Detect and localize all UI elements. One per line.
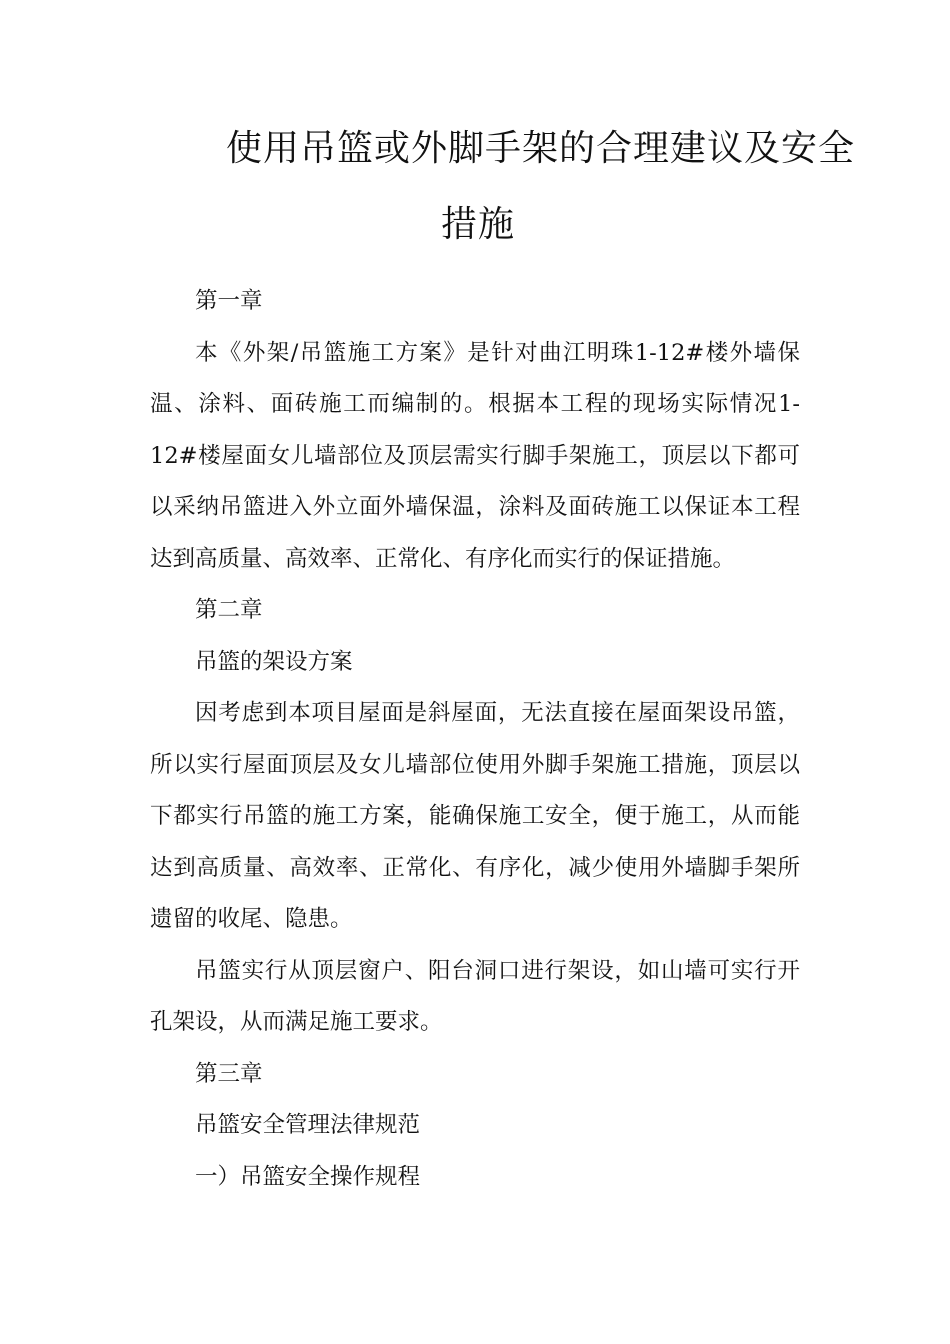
chapter-heading-3: 第三章: [195, 1060, 263, 1087]
section-heading: 吊篮的架设方案: [195, 648, 353, 675]
body-paragraph: 因考虑到本项目屋面是斜屋面，无法直接在屋面架设吊篮，所以实行屋面顶层及女儿墙部位使用外脚手架施工措施，顶层以下都实行吊篮的施工方案，能确保施工安全，便于施工，从而能达到高质量、高效率、正常化、有序化，减少使用外墙脚手架所遗留的收尾、隐患。: [150, 700, 800, 932]
section-heading: 吊篮安全管理法律规范: [195, 1112, 421, 1138]
document-body: [150, 276, 800, 1203]
body-paragraph: 本《外架/吊篮施工方案》是针对曲江明珠1-12#楼外墙保温、涂料、面砖施工而编制的。根据本工程的现场实际情况1-12#楼屋面女儿墙部位及顶层需实行脚手架施工，顶层以下都可以采纳吊篮进入外立面外墙保温，涂料及面砖施工以保证本工程达到高质量、高效率、正常化、有序化而实行的保证措施。: [150, 339, 800, 572]
document-title-line-1: 使用吊篮或外脚手架的合理建议及安全: [226, 128, 856, 169]
document-title-line-2: 措施: [441, 204, 516, 245]
subsection-heading: 一）吊篮安全操作规程: [195, 1163, 421, 1190]
chapter-heading-1: 第一章: [195, 288, 263, 314]
chapter-heading-2: 第二章: [195, 597, 263, 623]
body-paragraph: 吊篮实行从顶层窗户、阳台洞口进行架设，如山墙可实行开孔架设，从而满足施工要求。: [150, 957, 800, 1035]
